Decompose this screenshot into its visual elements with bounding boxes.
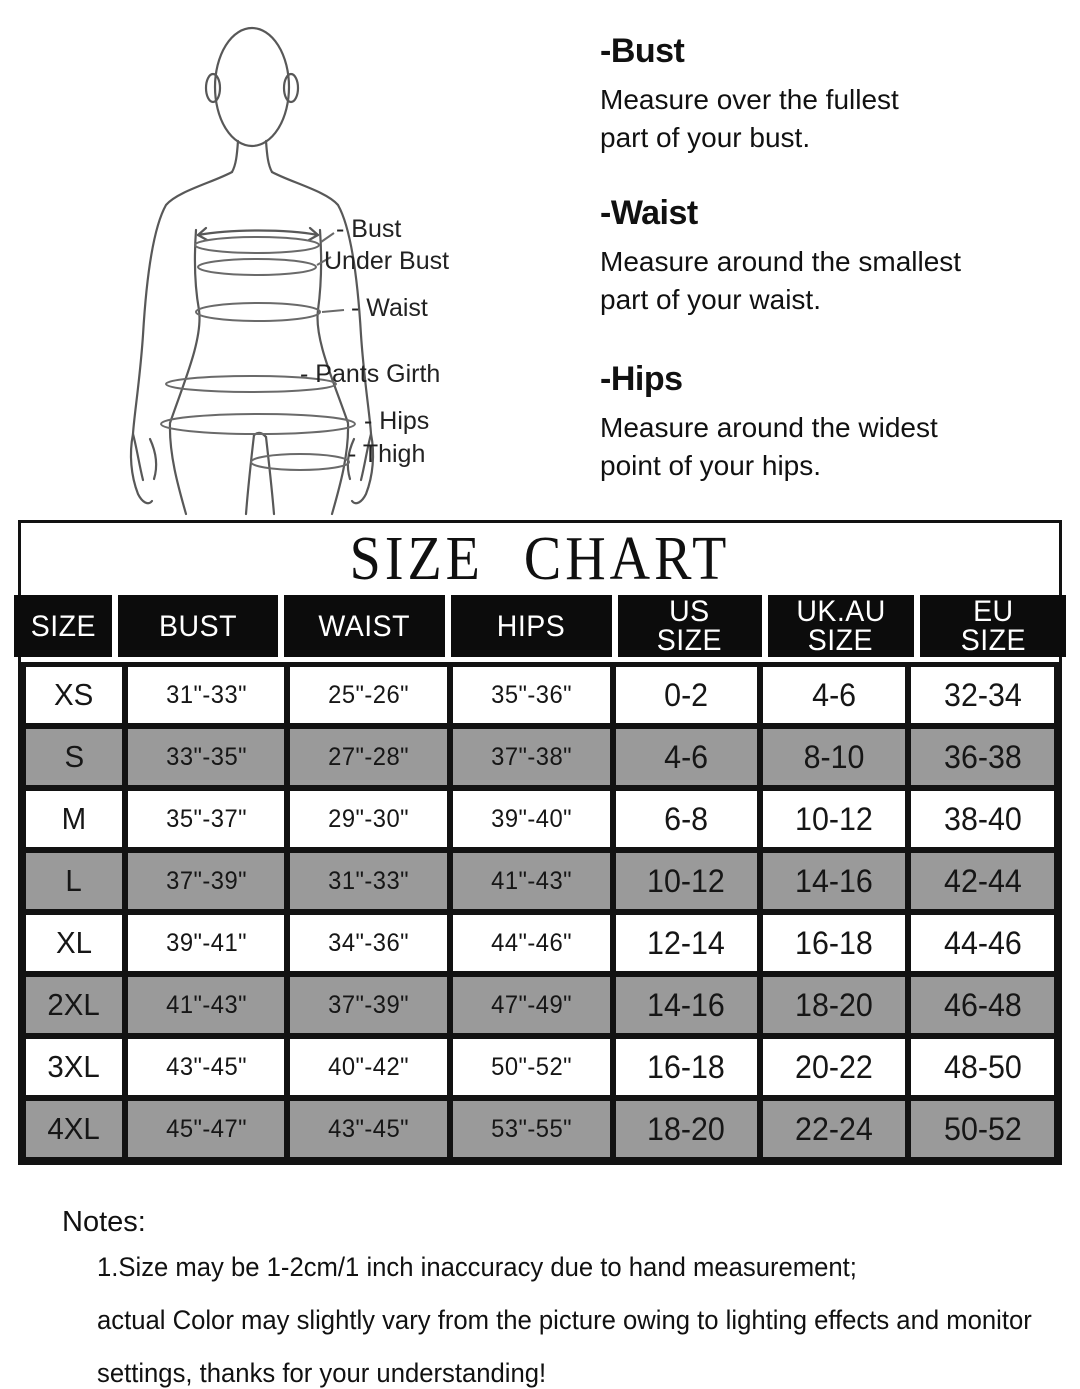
table-cell: 50-52 — [911, 1101, 1054, 1157]
table-cell: 27"-28" — [290, 729, 446, 785]
table-cell: 16-18 — [616, 1039, 757, 1095]
table-header-text: BUST — [159, 609, 238, 643]
diagram-label-hips: - Hips — [364, 407, 430, 435]
table-cell: 40"-42" — [290, 1039, 446, 1095]
instruction-hips-line: Measure around the widest — [600, 412, 938, 443]
diagram-label-under-bust: Under Bust — [324, 247, 450, 275]
diagram-label-thigh: - Thigh — [348, 440, 426, 468]
instruction-bust-line: part of your bust. — [600, 122, 811, 153]
table-cell: 43"-45" — [128, 1039, 284, 1095]
table-cell: 35"-37" — [128, 791, 284, 847]
notes-lines — [0, 1252, 1080, 1389]
instruction-bust-line: Measure over the fullest — [600, 84, 899, 115]
table-cell: 33"-35" — [128, 729, 284, 785]
table-cell: XL — [26, 915, 122, 971]
table-cell: 20-22 — [763, 1039, 906, 1095]
table-cell: 2XL — [26, 977, 122, 1033]
table-cell: 44-46 — [911, 915, 1054, 971]
table-cell: 46-48 — [911, 977, 1054, 1033]
table-cell: 37"-39" — [290, 977, 446, 1033]
table-header-cell — [118, 595, 278, 657]
table-cell: 25"-26" — [290, 667, 446, 723]
diagram-label-bust: - Bust — [336, 215, 402, 243]
table-cell: 43"-45" — [290, 1101, 446, 1157]
table-header-cell — [920, 595, 1066, 657]
table-cell: 35"-36" — [453, 667, 610, 723]
table-cell: 18-20 — [763, 977, 906, 1033]
table-cell: S — [26, 729, 122, 785]
table-body — [21, 662, 1059, 1162]
table-header-text: SIZE — [30, 609, 96, 643]
table-cell: 14-16 — [763, 853, 906, 909]
table-cell: 0-2 — [616, 667, 757, 723]
table-cell: 34"-36" — [290, 915, 446, 971]
table-cell: 29"-30" — [290, 791, 446, 847]
table-header-text: SIZE — [808, 624, 874, 657]
table-header-row — [14, 595, 1066, 657]
instruction-hips-line: point of your hips. — [600, 450, 822, 481]
instruction-waist-title: -Waist — [600, 194, 698, 232]
size-chart-title: SIZE CHART — [349, 524, 731, 594]
instruction-waist-line: part of your waist. — [600, 284, 821, 315]
instruction-bust — [600, 32, 899, 157]
table-cell: 12-14 — [616, 915, 757, 971]
table-header-text: EU — [972, 595, 1014, 628]
table-cell: 42-44 — [911, 853, 1054, 909]
table-header-cell — [284, 595, 444, 657]
note-line: settings, thanks for your understanding! — [97, 1358, 547, 1388]
table-cell: 41"-43" — [128, 977, 284, 1033]
table-header-text: UK.AU — [796, 595, 886, 628]
table-cell: 4-6 — [763, 667, 906, 723]
table-cell: 4-6 — [616, 729, 757, 785]
table-cell: 16-18 — [763, 915, 906, 971]
table-cell: 37"-39" — [128, 853, 284, 909]
table-header-text: US — [669, 595, 710, 628]
note-line: 1.Size may be 1-2cm/1 inch inaccuracy due to hand measurement; — [97, 1252, 857, 1282]
table-cell: 18-20 — [616, 1101, 757, 1157]
table-cell: 45"-47" — [128, 1101, 284, 1157]
table-header-text: WAIST — [318, 609, 411, 643]
table-cell: 6-8 — [616, 791, 757, 847]
instruction-hips — [600, 360, 938, 485]
table-header-text: SIZE — [657, 624, 723, 657]
table-cell: 37"-38" — [453, 729, 610, 785]
table-cell: 48-50 — [911, 1039, 1054, 1095]
table-header-cell — [618, 595, 762, 657]
table-cell: M — [26, 791, 122, 847]
table-cell: XS — [26, 667, 122, 723]
instruction-bust-title: -Bust — [600, 32, 685, 70]
table-header-text: HIPS — [496, 609, 566, 643]
table-cell: 10-12 — [763, 791, 906, 847]
instruction-waist — [600, 194, 961, 319]
note-line: actual Color may slightly vary from the picture owing to lighting effects and monitor — [97, 1305, 1032, 1335]
table-cell: 31"-33" — [290, 853, 446, 909]
diagram-label-waist: - Waist — [351, 294, 428, 322]
table-cell: 47"-49" — [453, 977, 610, 1033]
size-chart-table — [18, 520, 1062, 1165]
notes-section — [0, 1206, 1080, 1389]
table-cell: L — [26, 853, 122, 909]
table-cell: 32-34 — [911, 667, 1054, 723]
table-cell: 44"-46" — [453, 915, 610, 971]
instruction-hips-title: -Hips — [600, 360, 683, 398]
table-cell: 50"-52" — [453, 1039, 610, 1095]
table-cell: 10-12 — [616, 853, 757, 909]
table-header-cell — [451, 595, 612, 657]
table-header-text: SIZE — [960, 624, 1026, 657]
table-cell: 38-40 — [911, 791, 1054, 847]
table-cell: 3XL — [26, 1039, 122, 1095]
table-cell: 14-16 — [616, 977, 757, 1033]
table-cell: 39"-40" — [453, 791, 610, 847]
table-cell: 8-10 — [763, 729, 906, 785]
table-cell: 36-38 — [911, 729, 1054, 785]
table-cell: 4XL — [26, 1101, 122, 1157]
table-cell: 31"-33" — [128, 667, 284, 723]
table-cell: 53"-55" — [453, 1101, 610, 1157]
table-cell: 41"-43" — [453, 853, 610, 909]
table-cell: 22-24 — [763, 1101, 906, 1157]
table-cell: 39"-41" — [128, 915, 284, 971]
table-header-cell — [14, 595, 112, 657]
diagram-label-pants-girth: - Pants Girth — [300, 360, 441, 388]
notes-heading: Notes: — [62, 1206, 146, 1238]
table-header-cell — [768, 595, 914, 657]
instruction-waist-line: Measure around the smallest — [600, 246, 962, 277]
